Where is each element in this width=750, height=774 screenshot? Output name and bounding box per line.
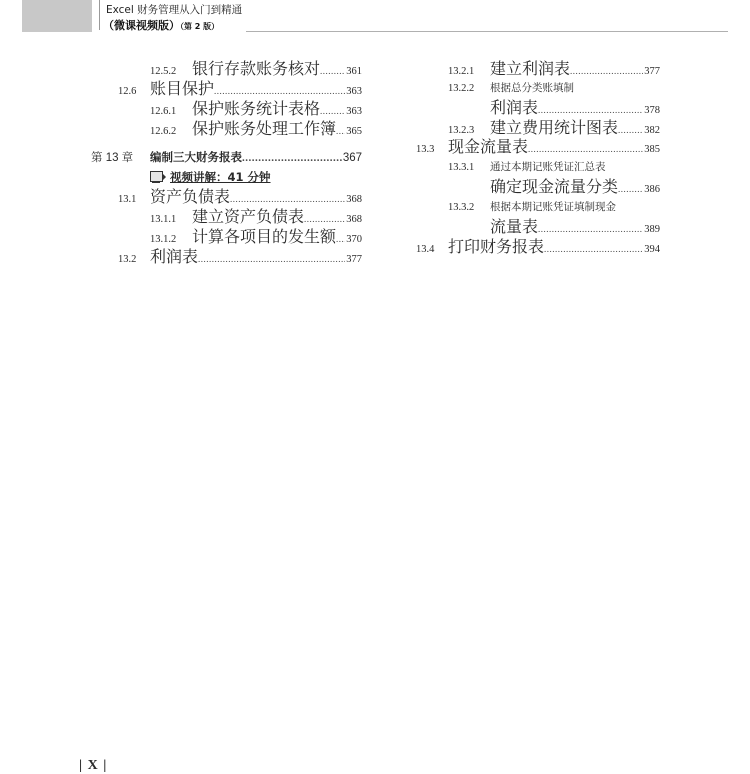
- toc-leader-dots: [618, 123, 643, 137]
- toc-leader-dots: [320, 64, 345, 78]
- toc-chapter-13[interactable]: [91, 150, 362, 164]
- book-subtitle-main: （微课视频版）: [103, 19, 180, 32]
- book-edition: （第 2 版）: [180, 22, 220, 31]
- toc-entry-page: 370: [346, 234, 362, 245]
- toc-entry-title: 账目保护: [150, 79, 215, 98]
- toc-leader-dots: [544, 242, 643, 256]
- toc-leader-dots: [320, 104, 345, 118]
- video-lecture-link[interactable]: [150, 169, 271, 185]
- toc-entry-12-6-2[interactable]: [150, 119, 362, 138]
- toc-entry-number: 13.2.2: [448, 83, 475, 94]
- toc-entry-page: 363: [346, 86, 362, 97]
- book-subtitle: [103, 17, 219, 33]
- header-corner-block: [22, 0, 92, 32]
- toc-entry-13-3-2-line1[interactable]: [448, 200, 616, 214]
- toc-entry-page: 394: [644, 244, 660, 255]
- toc-entry-12-6[interactable]: [118, 79, 362, 98]
- video-lecture-label: 视频讲解：41 分钟: [170, 170, 271, 184]
- toc-leader-dots: [230, 192, 345, 206]
- toc-entry-13-4[interactable]: [416, 237, 660, 256]
- toc-entry-page: 378: [644, 105, 660, 116]
- header-divider: [99, 0, 100, 30]
- toc-entry-page: 377: [644, 66, 660, 77]
- toc-entry-page: 377: [346, 254, 362, 265]
- toc-entry-title: 现金流量表: [448, 137, 529, 156]
- toc-entry-page: 385: [644, 144, 660, 155]
- toc-leader-dots: [198, 252, 345, 266]
- toc-entry-number: 13.2.3: [448, 125, 475, 136]
- toc-leader-dots: [538, 222, 643, 236]
- toc-entry-page: 389: [644, 224, 660, 235]
- toc-entry-title-cont: 流量表: [490, 217, 539, 236]
- toc-entry-number: 13.3.1: [448, 162, 475, 173]
- video-icon: [150, 171, 166, 183]
- toc-entry-page: 368: [346, 194, 362, 205]
- book-title: Excel 财务管理从入门到精通: [106, 4, 243, 16]
- toc-leader-dots: [528, 142, 643, 156]
- toc-entry-title: 保护账务处理工作簿: [192, 119, 337, 138]
- toc-entry-title: 银行存款账务核对: [192, 59, 321, 78]
- toc-entry-13-3-1-line1[interactable]: [448, 160, 606, 174]
- toc-entry-number: 13.3.2: [448, 202, 475, 213]
- toc-entry-title: 计算各项目的发生额: [192, 227, 337, 246]
- page-number: | X |: [79, 758, 108, 773]
- toc-leader-dots: [618, 182, 643, 196]
- toc-entry-12-5-2[interactable]: [150, 59, 362, 78]
- toc-entry-13-2[interactable]: [118, 247, 362, 266]
- chapter-title: 编制三大财务报表: [150, 150, 242, 164]
- toc-entry-number: 13.3: [416, 144, 435, 155]
- toc-entry-13-3-2-line2[interactable]: [490, 217, 660, 236]
- toc-entry-title-cont: 利润表: [490, 98, 539, 117]
- toc-entry-title: 建立资产负债表: [192, 207, 305, 226]
- toc-leader-dots: [304, 212, 345, 226]
- toc-entry-title: 根据总分类账填制: [490, 82, 574, 94]
- toc-entry-title: 利润表: [150, 247, 199, 266]
- toc-entry-title: 通过本期记账凭证汇总表: [490, 161, 606, 173]
- toc-entry-page: 363: [346, 106, 362, 117]
- toc-entry-page: 382: [644, 125, 660, 136]
- toc-entry-number: 12.6.1: [150, 106, 177, 117]
- toc-entry-title: 打印财务报表: [448, 237, 545, 256]
- header-rule: [246, 31, 728, 32]
- toc-entry-13-1-2[interactable]: [150, 227, 362, 246]
- chapter-number: 第 13 章: [91, 152, 134, 164]
- toc-entry-12-6-1[interactable]: [150, 99, 362, 118]
- toc-entry-title: 资产负债表: [150, 187, 231, 206]
- toc-entry-page: 361: [346, 66, 362, 77]
- toc-entry-13-2-1[interactable]: [448, 59, 660, 78]
- toc-leader-dots: [242, 151, 342, 165]
- toc-entry-13-2-3[interactable]: [448, 118, 660, 137]
- toc-entry-number: 12.6: [118, 86, 137, 97]
- toc-entry-title: 保护账务统计表格: [192, 99, 321, 118]
- toc-leader-dots: [570, 64, 643, 78]
- toc-entry-13-1-1[interactable]: [150, 207, 362, 226]
- toc-entry-title: 建立利润表: [490, 59, 571, 78]
- toc-entry-page: 386: [644, 184, 660, 195]
- toc-entry-number: 13.2.1: [448, 66, 475, 77]
- toc-entry-13-3[interactable]: [416, 137, 660, 156]
- toc-entry-title-cont: 确定现金流量分类: [490, 177, 619, 196]
- chapter-page: 367: [342, 152, 362, 164]
- toc-entry-number: 13.2: [118, 254, 137, 265]
- toc-leader-dots: [336, 124, 345, 138]
- toc-entry-page: 365: [346, 126, 362, 137]
- toc-entry-number: 13.1.2: [150, 234, 177, 245]
- toc-entry-number: 13.4: [416, 244, 435, 255]
- toc-entry-number: 13.1: [118, 194, 137, 205]
- toc-entry-number: 12.6.2: [150, 126, 177, 137]
- toc-entry-number: 13.1.1: [150, 214, 177, 225]
- toc-entry-number: 12.5.2: [150, 66, 177, 77]
- toc-entry-13-1[interactable]: [118, 187, 362, 206]
- toc-entry-page: 368: [346, 214, 362, 225]
- toc-entry-title: 建立费用统计图表: [490, 118, 619, 137]
- toc-leader-dots: [336, 232, 345, 246]
- toc-entry-13-3-1-line2[interactable]: [490, 177, 660, 196]
- toc-leader-dots: [214, 84, 345, 98]
- toc-leader-dots: [538, 103, 643, 117]
- toc-entry-13-2-2-line2[interactable]: [490, 98, 660, 117]
- toc-entry-title: 根据本期记账凭证填制现金: [490, 201, 616, 213]
- toc-entry-13-2-2-line1[interactable]: [448, 81, 574, 95]
